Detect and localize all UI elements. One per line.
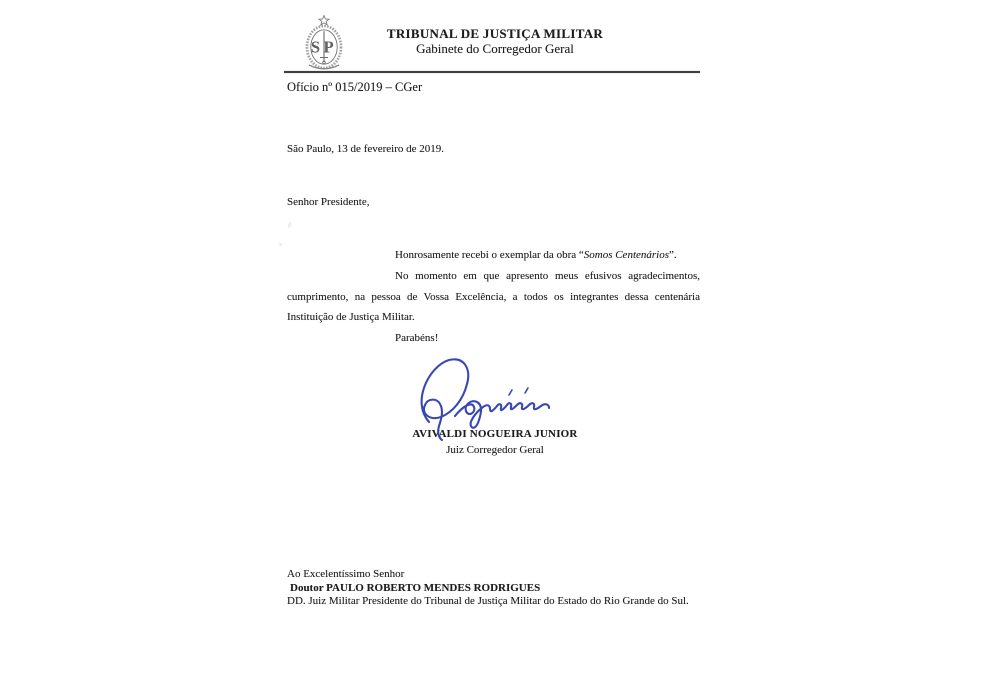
dateline: São Paulo, 13 de fevereiro de 2019. <box>287 143 445 155</box>
paragraph-1-text: Honrosamente recebi o exemplar da obra “ <box>395 249 584 261</box>
paragraph-3: Parabéns! <box>395 332 439 345</box>
org-department: Gabinete do Corregedor Geral <box>416 41 574 56</box>
paragraph-2-line-2: cumprimento, na pessoa de Vossa Excelência, a todos os integrantes dessa centenária <box>287 290 700 303</box>
letter-body <box>287 245 700 349</box>
signer-name: AVIVALDI NOGUEIRA JUNIOR <box>412 428 578 440</box>
header-divider <box>284 71 700 73</box>
crest-monogram: SP <box>310 37 338 57</box>
salutation: Senhor Presidente, <box>287 196 370 208</box>
scan-artifact <box>287 222 292 229</box>
signer-title: Juiz Corregedor Geral <box>446 444 544 456</box>
recipient-honorific: Ao Excelentíssimo Senhor <box>287 568 405 580</box>
crest-star-icon <box>319 16 329 26</box>
recipient-name: Doutor PAULO ROBERTO MENDES RODRIGUES <box>290 581 541 594</box>
handwritten-signature <box>413 356 575 442</box>
paragraph-2-line-3: Instituição de Justiça Militar. <box>287 311 415 324</box>
paragraph-2-line-1: No momento em que apresento meus efusivos agradecimentos, <box>395 269 700 282</box>
paragraph-1-book-title: Somos Centenários <box>583 249 669 261</box>
recipient-block <box>287 568 689 609</box>
reference-number: Ofício nº 015/2019 – CGer <box>287 80 423 94</box>
paragraph-1-closing: ”. <box>669 249 677 261</box>
org-name: TRIBUNAL DE JUSTIÇA MILITAR <box>386 26 604 41</box>
paragraph-1 <box>287 245 700 266</box>
scan-artifact <box>279 243 282 246</box>
recipient-title: DD. Juiz Militar Presidente do Tribunal de Justiça Militar do Estado do Rio Grande do Sul. <box>287 595 689 607</box>
letterhead <box>285 27 705 56</box>
